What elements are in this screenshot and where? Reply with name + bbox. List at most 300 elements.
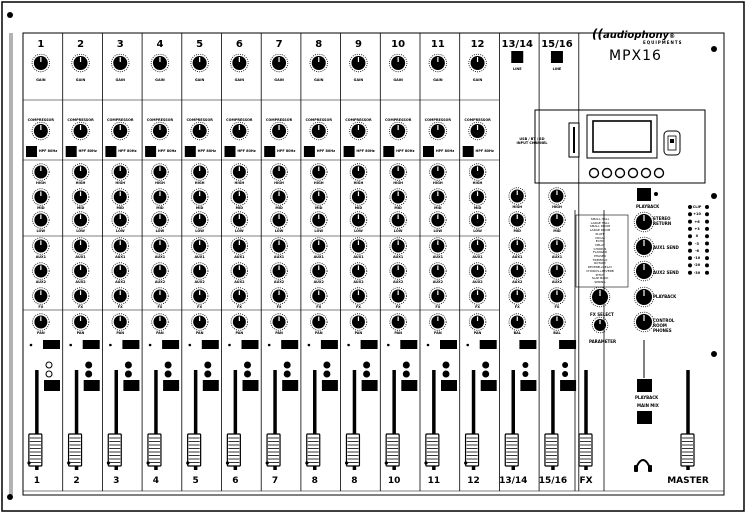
channel-5-mark <box>186 461 189 464</box>
fx-program-item: CHORUS+REVERB <box>586 268 614 273</box>
channel-5-fx-label: FX <box>197 305 203 309</box>
channel-7-mid-label: MID <box>275 206 283 210</box>
channel-10-mid-label: MID <box>394 206 402 210</box>
channel-6-mute-button[interactable] <box>242 340 259 349</box>
channel-3-aux2-label: AUX2 <box>115 280 126 284</box>
meter-left-led <box>688 263 692 267</box>
stereo-channel-2-number: 15/16 <box>541 39 573 50</box>
channel-7-hpf-button[interactable] <box>264 146 275 157</box>
channel-4-pan-label: PAN <box>156 331 164 335</box>
channel-12-fader-cap[interactable] <box>466 434 479 466</box>
channel-1-aux2-label: AUX2 <box>35 280 46 284</box>
channel-6-solo-button[interactable] <box>243 380 259 391</box>
channel-4-mute-button[interactable] <box>162 340 179 349</box>
channel-3-mute-button[interactable] <box>122 340 139 349</box>
channel-5-mid-label: MID <box>195 206 204 210</box>
channel-3-bottom-label: 3 <box>113 476 120 486</box>
channel-4-pfl-led <box>165 362 171 368</box>
stereo-channel-2-bottom-label: 15/16 <box>538 476 568 486</box>
channel-11-fader-cap[interactable] <box>426 434 439 466</box>
channel-5-low-label: LOW <box>195 229 204 233</box>
meter-left-led <box>688 271 692 275</box>
channel-12-bottom-label: 12 <box>467 476 480 486</box>
stereo-return-label: STEREO RETURN <box>653 216 672 226</box>
meter-scale-label: +10 <box>693 212 701 217</box>
channel-8-low-label: LOW <box>314 229 324 233</box>
meter-right-led <box>705 271 709 275</box>
channel-2-high-label: HIGH <box>75 181 86 185</box>
stereo-input-label: USB / BT / SD INPUT CHANNEL <box>516 137 548 145</box>
channel-2-fader-cap[interactable] <box>69 434 82 466</box>
channel-9-fader-cap[interactable] <box>346 434 359 466</box>
channel-12-mute-button[interactable] <box>480 340 497 349</box>
meter-left-led <box>688 205 692 209</box>
channel-5-fader-cap[interactable] <box>188 434 201 466</box>
channel-10-fader-cap[interactable] <box>386 434 399 466</box>
channel-11-mute-button[interactable] <box>440 340 457 349</box>
channel-10-number: 10 <box>391 39 406 50</box>
master-bottom-label: MASTER <box>667 476 709 486</box>
channel-7-compressor-label: COMPRESSOR <box>265 118 293 122</box>
channel-9-mute-led <box>347 344 350 347</box>
aux1-send-label: AUX1 SEND <box>653 245 679 250</box>
channel-9-pfl-led <box>364 362 370 368</box>
channel-7-solo-button[interactable] <box>282 380 298 391</box>
fx-program-item: DELAY <box>595 242 605 247</box>
stereo-channel-2-line-label: LINE <box>552 67 562 71</box>
fx-program-item: TREMOLO <box>592 257 608 262</box>
channel-4-high-label: HIGH <box>155 181 165 185</box>
channel-4-fader-cap[interactable] <box>148 434 161 466</box>
channel-9-mark <box>345 461 348 464</box>
channel-2-compressor-label: COMPRESSOR <box>67 118 94 122</box>
meter-right-led <box>705 212 709 216</box>
channel-11-low-label: LOW <box>433 229 443 233</box>
channel-7-peak-led <box>284 371 290 377</box>
meter-scale-label: -10 <box>693 256 701 261</box>
stereo-channel-2-peak-led <box>562 371 568 377</box>
stereo-channel-1-mute-button[interactable] <box>519 340 536 349</box>
channel-6-compressor-label: COMPRESSOR <box>226 118 253 122</box>
channel-8-aux2-label: AUX2 <box>313 280 324 284</box>
fx-program-item: PHASER <box>593 254 607 258</box>
channel-7-number: 7 <box>275 39 283 50</box>
channel-12-low-label: LOW <box>473 229 482 233</box>
main-mix-label: MAIN MIX <box>637 403 659 408</box>
channel-11-pan-label: PAN <box>434 331 442 335</box>
channel-5-compressor-label: COMPRESSOR <box>186 118 213 122</box>
channel-1-mid-label: MID <box>37 206 45 210</box>
meter-scale-label: 0 <box>695 234 699 239</box>
channel-3-hpf-button[interactable] <box>105 146 116 157</box>
channel-11-number: 11 <box>430 39 445 50</box>
channel-1-gain-label: GAIN <box>36 78 46 82</box>
brand-mark: (( <box>592 27 603 41</box>
channel-5-mute-led <box>189 344 192 347</box>
meter-right-led <box>705 242 709 246</box>
channel-7-pfl-led <box>284 362 290 368</box>
channel-9-number: 9 <box>354 39 362 50</box>
channel-1-low-label: LOW <box>36 229 46 233</box>
fx-program-item: SLAP BACK <box>591 276 609 281</box>
channel-6-aux1-label: AUX1 <box>234 255 245 259</box>
meter-left-led <box>688 242 692 246</box>
channel-7-aux2-label: AUX2 <box>273 280 285 284</box>
channel-8-hpf-button[interactable] <box>304 146 315 157</box>
channel-3-aux1-label: AUX1 <box>115 255 126 259</box>
channel-7-fx-label: FX <box>276 305 282 309</box>
channel-10-hpf-label: HPF 80Hz <box>396 149 415 153</box>
channel-2-aux1-label: AUX1 <box>75 255 86 259</box>
channel-11-solo-button[interactable] <box>441 380 457 391</box>
meter-left-led <box>688 220 692 224</box>
meter-scale-label: -3 <box>695 241 699 246</box>
channel-5-number: 5 <box>196 39 204 50</box>
channel-12-pan-label: PAN <box>473 331 482 335</box>
channel-11-aux2-label: AUX2 <box>432 280 443 284</box>
channel-7-high-label: HIGH <box>274 181 284 185</box>
stereo-channel-2-solo-button[interactable] <box>560 380 576 391</box>
channel-7-mark <box>266 461 269 464</box>
channel-8-mute-led <box>308 344 311 347</box>
channel-2-mute-button[interactable] <box>83 340 100 349</box>
channel-3-mark <box>107 461 110 464</box>
channel-8-number: 8 <box>315 39 323 50</box>
channel-1-mute-button[interactable] <box>43 340 60 349</box>
playback-level-label: PLAYBACK <box>653 294 677 299</box>
channel-2-pfl-led <box>86 362 92 368</box>
channel-3-solo-button[interactable] <box>123 380 139 391</box>
channel-9-compressor-label: COMPRESSOR <box>345 118 372 122</box>
channel-4-hpf-button[interactable] <box>145 146 156 157</box>
stereo-channel-1-pfl-led <box>522 362 528 368</box>
channel-12-mute-led <box>466 344 469 347</box>
channel-11-high-label: HIGH <box>432 181 443 185</box>
channel-10-gain-label: GAIN <box>393 78 403 82</box>
channel-6-hpf-button[interactable] <box>225 146 236 157</box>
channel-4-peak-led <box>165 371 171 377</box>
channel-9-solo-button[interactable] <box>362 380 378 391</box>
channel-8-mute-button[interactable] <box>321 340 338 349</box>
player-label: PLAYBACK <box>636 204 660 209</box>
channel-7-hpf-label: HPF 80Hz <box>277 149 296 153</box>
channel-10-solo-button[interactable] <box>401 380 417 391</box>
channel-10-pfl-led <box>403 362 409 368</box>
channel-3-peak-led <box>125 371 131 377</box>
channel-7-aux1-label: AUX1 <box>273 255 285 259</box>
channel-1-solo-button[interactable] <box>44 380 60 391</box>
channel-4-hpf-label: HPF 80Hz <box>157 149 177 153</box>
master-fader-cap[interactable] <box>681 434 694 466</box>
stereo-channel-2-high-label: HIGH <box>552 205 562 209</box>
channel-10-mute-led <box>387 344 390 347</box>
channel-4-aux2-label: AUX2 <box>154 280 166 284</box>
channel-12-hpf-button[interactable] <box>463 146 474 157</box>
channel-2-gain-label: GAIN <box>75 78 86 82</box>
channel-10-aux1-label: AUX1 <box>393 255 404 259</box>
channel-5-mute-button[interactable] <box>202 340 219 349</box>
channel-8-mark <box>305 461 308 464</box>
meter-right-led <box>705 205 709 209</box>
channel-10-mute-button[interactable] <box>400 340 417 349</box>
parameter-label: PARAMETER <box>589 339 617 344</box>
channel-5-pan-label: PAN <box>195 331 204 335</box>
channel-6-hpf-label: HPF 80Hz <box>237 149 256 153</box>
channel-10-bottom-label: 10 <box>387 476 401 486</box>
channel-3-pfl-led <box>125 362 131 368</box>
channel-8-bottom-label: 8 <box>311 476 318 486</box>
channel-11-aux1-label: AUX1 <box>432 255 443 259</box>
meter-scale-label: +6 <box>694 219 700 224</box>
channel-6-pfl-led <box>245 362 251 368</box>
channel-10-pan-label: PAN <box>394 331 402 335</box>
channel-8-peak-led <box>324 371 330 377</box>
stereo-channel-1-fader-cap[interactable] <box>505 434 518 466</box>
meter-left-led <box>688 256 692 260</box>
channel-1-number: 1 <box>37 39 45 50</box>
channel-2-aux2-label: AUX2 <box>75 280 86 284</box>
channel-3-gain-label: GAIN <box>115 78 126 82</box>
channel-2-hpf-button[interactable] <box>66 146 77 157</box>
channel-1-hpf-label: HPF 80Hz <box>38 149 58 153</box>
channel-12-aux2-label: AUX2 <box>472 280 483 284</box>
channel-11-peak-led <box>443 371 449 377</box>
brand-suffix: ® <box>669 33 676 40</box>
channel-2-mute-led <box>69 344 72 347</box>
channel-7-mute-button[interactable] <box>281 340 298 349</box>
channel-3-number: 3 <box>116 39 124 50</box>
channel-3-compressor-label: COMPRESSOR <box>107 118 134 122</box>
fx-program-item: ROTARY <box>594 261 606 266</box>
meter-left-led <box>688 212 692 216</box>
stereo-channel-2-aux1-label: AUX1 <box>551 255 563 259</box>
stereo-channel-2-mid-label: MID <box>553 229 561 233</box>
control-room-label: CONTROL ROOM PHONES <box>653 318 675 333</box>
channel-1-fx-label: FX <box>38 305 44 309</box>
stereo-channel-2-bal-label: BAL <box>553 331 561 335</box>
channel-3-mid-label: MID <box>116 206 124 210</box>
channel-2-peak-led <box>86 371 92 377</box>
brand-name: audiophony <box>602 30 670 41</box>
channel-5-gain-label: GAIN <box>194 78 205 82</box>
channel-8-fader-cap[interactable] <box>307 434 320 466</box>
channel-3-mute-led <box>109 344 112 347</box>
channel-7-low-label: LOW <box>274 229 284 233</box>
channel-5-aux2-label: AUX2 <box>194 280 205 284</box>
channel-4-compressor-label: COMPRESSOR <box>146 118 174 122</box>
channel-1-fader-cap[interactable] <box>29 434 42 466</box>
channel-2-mid-label: MID <box>76 206 85 210</box>
channel-5-aux1-label: AUX1 <box>194 255 205 259</box>
channel-12-fx-label: FX <box>475 305 481 309</box>
channel-8-mid-label: MID <box>315 206 323 210</box>
channel-9-pan-label: PAN <box>354 331 363 335</box>
fx-fader-cap[interactable] <box>579 434 592 466</box>
channel-5-hpf-button[interactable] <box>185 146 196 157</box>
channel-2-hpf-label: HPF 80Hz <box>78 149 97 153</box>
channel-7-mute-led <box>268 344 271 347</box>
channel-6-peak-led <box>245 371 251 377</box>
channel-10-aux2-label: AUX2 <box>393 280 404 284</box>
channel-6-high-label: HIGH <box>234 181 245 185</box>
channel-1-mark <box>27 461 30 464</box>
channel-1-hpf-button[interactable] <box>26 146 37 157</box>
stereo-channel-1-bal-label: BAL <box>513 331 521 335</box>
meter-scale-label: +3 <box>694 226 700 231</box>
channel-11-hpf-button[interactable] <box>423 146 434 157</box>
stereo-channel-1-mid-label: MID <box>513 229 521 233</box>
channel-4-low-label: LOW <box>155 229 165 233</box>
channel-5-hpf-label: HPF 80Hz <box>197 149 216 153</box>
channel-6-mute-led <box>228 344 231 347</box>
channel-12-gain-label: GAIN <box>472 78 483 82</box>
channel-3-fx-label: FX <box>117 305 123 309</box>
channel-12-mark <box>464 461 467 464</box>
channel-9-hpf-label: HPF 80Hz <box>356 149 375 153</box>
fx-program-item: FLANGER <box>592 250 608 255</box>
channel-10-hpf-button[interactable] <box>383 146 394 157</box>
channel-8-high-label: HIGH <box>313 181 324 185</box>
stereo-channel-1-high-label: HIGH <box>512 205 523 209</box>
fx-program-item: CHORUS <box>593 246 607 251</box>
channel-12-solo-button[interactable] <box>481 380 497 391</box>
channel-11-gain-label: GAIN <box>433 78 443 82</box>
channel-9-low-label: LOW <box>354 229 363 233</box>
channel-10-high-label: HIGH <box>393 181 404 185</box>
channel-1-aux1-label: AUX1 <box>35 255 46 259</box>
fx-program-item: PITCH <box>595 272 605 277</box>
channel-8-solo-button[interactable] <box>322 380 338 391</box>
meter-right-led <box>705 220 709 224</box>
channel-4-mid-label: MID <box>156 206 164 210</box>
meter-scale-label: CLIP <box>692 205 702 209</box>
channel-9-aux2-label: AUX2 <box>353 280 364 284</box>
channel-12-mid-label: MID <box>473 206 482 210</box>
channel-5-bottom-label: 5 <box>192 476 199 486</box>
channel-8-gain-label: GAIN <box>313 78 324 82</box>
channel-6-low-label: LOW <box>235 229 244 233</box>
channel-1-pfl-led <box>46 362 52 368</box>
channel-11-mid-label: MID <box>434 206 442 210</box>
stereo-channel-2-aux2-label: AUX2 <box>551 280 563 284</box>
channel-5-solo-button[interactable] <box>203 380 219 391</box>
fx-program-item: SMALL HALL <box>590 217 610 221</box>
channel-12-compressor-label: COMPRESSOR <box>464 118 491 122</box>
channel-9-aux1-label: AUX1 <box>353 255 364 259</box>
stereo-channel-1-line-button[interactable] <box>511 51 523 63</box>
channel-5-high-label: HIGH <box>194 181 205 185</box>
fx-program-item: LARGE ROOM <box>589 228 611 233</box>
fx-program-item: ECHO <box>595 239 605 244</box>
channel-10-fx-label: FX <box>395 305 401 309</box>
channel-4-mute-led <box>149 344 152 347</box>
channel-2-mark <box>67 461 70 464</box>
fx-program-item: SMALL ROOM <box>589 224 611 229</box>
channel-8-compressor-label: COMPRESSOR <box>305 118 332 122</box>
channel-3-fader-cap[interactable] <box>108 434 121 466</box>
channel-1-pan-label: PAN <box>37 331 45 335</box>
meter-right-led <box>705 227 709 231</box>
channel-5-peak-led <box>205 371 211 377</box>
channel-2-bottom-label: 2 <box>73 476 80 486</box>
meter-scale-label: -30 <box>693 270 701 275</box>
stereo-channel-1-line-label: LINE <box>512 67 522 71</box>
channel-11-hpf-label: HPF 80Hz <box>435 149 455 153</box>
channel-6-pan-label: PAN <box>235 331 244 335</box>
channel-3-pan-label: PAN <box>116 331 125 335</box>
channel-6-aux2-label: AUX2 <box>234 280 245 284</box>
channel-3-low-label: LOW <box>115 229 125 233</box>
channel-6-mid-label: MID <box>235 206 244 210</box>
stereo-channel-2-fx-label: FX <box>554 305 560 309</box>
brand-sub: EQUIPMENTS <box>643 40 683 45</box>
meter-right-led <box>705 249 709 253</box>
channel-2-fx-label: FX <box>78 305 84 309</box>
channel-4-fx-label: FX <box>157 305 163 309</box>
meter-right-led <box>705 234 709 238</box>
stereo-channel-1-aux2-label: AUX2 <box>512 280 523 284</box>
channel-6-fader-cap[interactable] <box>227 434 240 466</box>
channel-9-gain-label: GAIN <box>353 78 364 82</box>
stereo-channel-2-line-button[interactable] <box>551 51 563 63</box>
brand-logo <box>592 27 675 41</box>
fx-program-item: REVERB+DELAY <box>587 265 613 270</box>
channel-12-hpf-label: HPF 80Hz <box>475 149 494 153</box>
channel-12-peak-led <box>483 371 489 377</box>
channel-8-hpf-label: HPF 80Hz <box>316 149 336 153</box>
stereo-channel-2-fader-cap[interactable] <box>545 434 558 466</box>
channel-2-low-label: LOW <box>76 229 85 233</box>
channel-11-mark <box>424 461 427 464</box>
channel-4-bottom-label: 4 <box>152 476 160 486</box>
channel-6-bottom-label: 6 <box>232 476 239 486</box>
channel-12-aux1-label: AUX1 <box>472 255 483 259</box>
channel-4-mark <box>147 461 150 464</box>
fx-select-label: FX SELECT <box>590 312 614 317</box>
channel-7-gain-label: GAIN <box>274 78 284 82</box>
playback-assign-label: PLAYBACK <box>635 395 659 400</box>
channel-2-solo-button[interactable] <box>84 380 100 391</box>
meter-scale-label: -6 <box>695 248 699 253</box>
channel-12-pfl-led <box>483 362 489 368</box>
stereo-channel-2-mute-button[interactable] <box>559 340 576 349</box>
aux2-send-label: AUX2 SEND <box>653 270 679 275</box>
channel-9-hpf-button[interactable] <box>344 146 355 157</box>
channel-7-fader-cap[interactable] <box>267 434 280 466</box>
meter-left-led <box>688 234 692 238</box>
channel-9-peak-led <box>364 371 370 377</box>
channel-10-mark <box>385 461 388 464</box>
stereo-channel-1-solo-button[interactable] <box>520 380 536 391</box>
meter-right-led <box>705 256 709 260</box>
model-name: MPX16 <box>609 48 662 64</box>
channel-10-low-label: LOW <box>393 229 403 233</box>
stereo-channel-2-pfl-led <box>562 362 568 368</box>
meter-scale-label: -20 <box>693 263 701 268</box>
channel-1-compressor-label: COMPRESSOR <box>27 118 55 122</box>
fx-program-item: LARGE HALL <box>590 220 610 225</box>
meter-left-led <box>688 249 692 253</box>
channel-8-pfl-led <box>324 362 330 368</box>
channel-7-pan-label: PAN <box>275 331 283 335</box>
stereo-channel-1-bottom-label: 13/14 <box>499 476 528 486</box>
meter-right-led <box>705 263 709 267</box>
channel-9-mute-button[interactable] <box>361 340 378 349</box>
channel-4-solo-button[interactable] <box>163 380 179 391</box>
channel-6-gain-label: GAIN <box>234 78 245 82</box>
channel-2-number: 2 <box>77 39 85 50</box>
channel-6-number: 6 <box>235 39 243 50</box>
